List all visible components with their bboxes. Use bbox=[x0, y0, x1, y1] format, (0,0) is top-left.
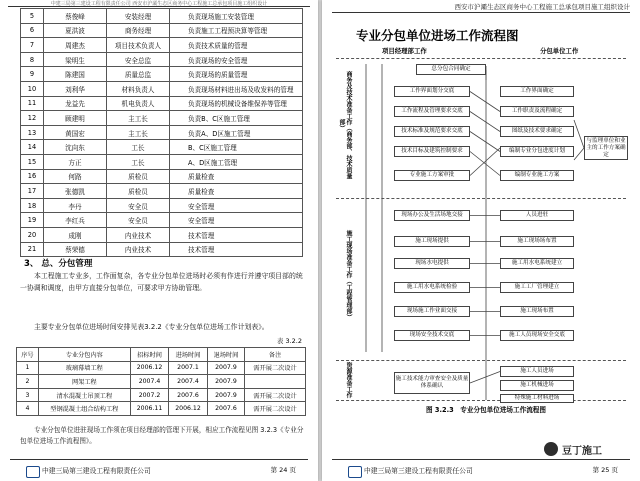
cell-duty: 安全管理 bbox=[170, 198, 303, 213]
table-cell: 序号 bbox=[17, 348, 39, 362]
cell-duty: 负责现场的质量管理 bbox=[170, 67, 303, 82]
table-cell: 需开展二次设计 bbox=[245, 388, 306, 402]
table-cell: 清水混凝土吊顶工程 bbox=[38, 388, 130, 402]
cell-role: 工长 bbox=[107, 154, 170, 169]
table-cell: 2007.4 bbox=[130, 375, 168, 389]
column-label-project: 项目经理部工作 bbox=[382, 47, 427, 55]
table-cell: 2006.12 bbox=[130, 361, 168, 375]
table-row bbox=[21, 169, 303, 184]
flow-box-project: 施工现场提供 bbox=[394, 236, 470, 247]
cell-duty: 负责现场的机械设备维保养等管理 bbox=[170, 96, 303, 111]
cell-no: 17 bbox=[21, 184, 44, 199]
cell-duty: 质量检查 bbox=[170, 184, 303, 199]
watermark-badge bbox=[540, 440, 634, 458]
cell-role: 质检员 bbox=[107, 184, 170, 199]
flow-box-subcontractor: 人员进驻 bbox=[500, 210, 574, 221]
table-cell: 需开展二次设计 bbox=[245, 402, 306, 416]
flow-box-subcontractor: 施工现场布置 bbox=[500, 306, 574, 317]
table-row bbox=[21, 213, 303, 228]
connector-line bbox=[470, 132, 500, 152]
company-logo-icon bbox=[348, 466, 362, 478]
table-cell: 4 bbox=[17, 402, 39, 416]
table-row bbox=[21, 242, 303, 257]
paragraph-2: 主要专业分包单位进场时间安排见表3.2.2《专业分包单位进场工作计划表》。 bbox=[34, 323, 269, 331]
cell-name: 陈建国 bbox=[44, 67, 107, 82]
connector-line bbox=[574, 148, 584, 160]
flow-box-project: 工作界面划分交底 bbox=[394, 86, 470, 97]
cell-role: 主工长 bbox=[107, 125, 170, 140]
cell-no: 18 bbox=[21, 198, 44, 213]
flow-box-side: 与监理单位和业主的工作方案确定 bbox=[584, 136, 628, 160]
cell-duty: 负责现场施工安装管理 bbox=[170, 9, 303, 24]
cell-name: 黄国宏 bbox=[44, 125, 107, 140]
flow-box-subcontractor: 施工工厂管理建立 bbox=[500, 282, 574, 293]
table-cell: 进场时间 bbox=[169, 348, 207, 362]
table-cell: 需开展二次设计 bbox=[245, 361, 306, 375]
table-cell: 备注 bbox=[245, 348, 306, 362]
table-row bbox=[21, 9, 303, 24]
cell-name: 龙益先 bbox=[44, 96, 107, 111]
table-row bbox=[17, 361, 306, 375]
paragraph-1: 本工程施工专业多，工作面复杂，各专业分包单位进场时必须有作进行并遵守项目部的统一协调和调度，由甲方直接分包单位，可要求甲方协助管理。 bbox=[20, 272, 303, 292]
cell-role: 工长 bbox=[107, 140, 170, 155]
flow-box-subcontractor: 施工人员进场 bbox=[500, 366, 574, 377]
flow-box-project: 专业施工方案审批 bbox=[394, 170, 470, 181]
cell-role: 商务经理 bbox=[107, 23, 170, 38]
right-document-page bbox=[322, 0, 640, 481]
cell-duty: 负责A、D区施工管理 bbox=[170, 125, 303, 140]
flow-box-project: 现场水电提供 bbox=[394, 258, 470, 269]
company-logo-icon bbox=[26, 466, 40, 478]
table-cell: 2 bbox=[17, 375, 39, 389]
cell-duty: 负责现场材料进出场及收发料的管理 bbox=[170, 81, 303, 96]
table-cell: 2006.12 bbox=[169, 402, 207, 416]
cell-name: 何路 bbox=[44, 169, 107, 184]
table-row bbox=[17, 375, 306, 389]
cell-role: 材料负责人 bbox=[107, 81, 170, 96]
cell-name: 方正 bbox=[44, 154, 107, 169]
cell-name: 周建杰 bbox=[44, 38, 107, 53]
table-row bbox=[21, 111, 303, 126]
cell-no: 8 bbox=[21, 52, 44, 67]
left-page-header: 中建三局第三建设工程有限责任公司 西安市沪灞生态区商务中心工程施工总承包项目施工组织设计 bbox=[8, 0, 310, 7]
cell-role: 内业技术 bbox=[107, 227, 170, 242]
cell-role: 安装经理 bbox=[107, 9, 170, 24]
cell-name: 梁明生 bbox=[44, 52, 107, 67]
cell-duty: 安全管理 bbox=[170, 213, 303, 228]
cell-no: 15 bbox=[21, 154, 44, 169]
table-cell: 网架工程 bbox=[38, 375, 130, 389]
flow-box-subcontractor: 施工人员现场安全交底 bbox=[500, 330, 574, 341]
cell-name: 张德凯 bbox=[44, 184, 107, 199]
table-row bbox=[17, 348, 306, 362]
cell-name: 顾建明 bbox=[44, 111, 107, 126]
table-row bbox=[21, 52, 303, 67]
table-row bbox=[21, 38, 303, 53]
table-cell: 2007.2 bbox=[130, 388, 168, 402]
flowchart-title: 专业分包单位进场工作流程图 bbox=[356, 28, 519, 43]
cell-duty: B、C区施工管理 bbox=[170, 140, 303, 155]
wechat-icon bbox=[544, 442, 558, 456]
cell-no: 19 bbox=[21, 213, 44, 228]
flow-box-project: 现场办公及生活场地交接 bbox=[394, 210, 470, 221]
cell-name: 蔡荣德 bbox=[44, 242, 107, 257]
cell-name: 成刚 bbox=[44, 227, 107, 242]
table-cell: 2007.9 bbox=[207, 388, 244, 402]
table-row bbox=[17, 388, 306, 402]
table-cell: 2007.4 bbox=[169, 375, 207, 389]
table-cell: 2007.9 bbox=[207, 375, 244, 389]
table-row bbox=[21, 140, 303, 155]
cell-name: 刘利华 bbox=[44, 81, 107, 96]
cell-name: 李红兵 bbox=[44, 213, 107, 228]
cell-role: 质检员 bbox=[107, 169, 170, 184]
table-cell: 玻璃幕墙工程 bbox=[38, 361, 130, 375]
flow-box-project: 工作流程及管理要求交底 bbox=[394, 106, 470, 117]
flow-box-project: 现场安全技术交底 bbox=[394, 330, 470, 341]
footer-company: 中建三局第三建设工程有限责任公司 bbox=[42, 467, 151, 475]
table-row bbox=[21, 96, 303, 111]
table-cell: 2007.1 bbox=[169, 361, 207, 375]
cell-role: 内业技术 bbox=[107, 242, 170, 257]
flow-box-project: 技术标准及规范要求交底 bbox=[394, 126, 470, 137]
cell-no: 6 bbox=[21, 23, 44, 38]
cell-no: 13 bbox=[21, 125, 44, 140]
flow-box-subcontractor: 施工机械进场 bbox=[500, 380, 574, 391]
cell-no: 20 bbox=[21, 227, 44, 242]
flow-box-project: 施工用水电系统检验 bbox=[394, 282, 470, 293]
cell-duty: 负责B、C区施工管理 bbox=[170, 111, 303, 126]
table-row bbox=[21, 198, 303, 213]
phase-label-3: 资源准备工作 bbox=[338, 362, 352, 398]
table-row bbox=[21, 154, 303, 169]
footer-page-number: 第 24 页 bbox=[270, 466, 296, 474]
cell-role: 安全员 bbox=[107, 213, 170, 228]
table-cell: 1 bbox=[17, 361, 39, 375]
flow-box-subcontractor: 编制专业分包进度计划 bbox=[500, 146, 574, 157]
cell-no: 14 bbox=[21, 140, 44, 155]
connector-line bbox=[470, 372, 500, 384]
flow-box-project: 总分包合同确定 bbox=[416, 64, 486, 75]
cell-name: 夏洪波 bbox=[44, 23, 107, 38]
cell-role: 安全员 bbox=[107, 198, 170, 213]
flow-box-subcontractor: 工作职责及流程确定 bbox=[500, 106, 574, 117]
paragraph-3: 专业分包单位进驻现场工作须在项目经理部的管理下开展，相应工作流程见图 3.2.3《专业分包单位进场工作流程图》。 bbox=[20, 426, 304, 445]
table-row bbox=[21, 125, 303, 140]
connector-line bbox=[470, 112, 500, 132]
flow-box-subcontractor: 施工现场场布置 bbox=[500, 236, 574, 247]
cell-name: 蔡俊峰 bbox=[44, 9, 107, 24]
cell-no: 21 bbox=[21, 242, 44, 257]
table-cell: 2006.11 bbox=[130, 402, 168, 416]
table-cell bbox=[245, 375, 306, 389]
table-cell: 2007.6 bbox=[207, 402, 244, 416]
table-row bbox=[21, 67, 303, 82]
section-heading: 3、 总、分包管理 bbox=[24, 259, 93, 269]
left-document-page bbox=[0, 0, 318, 481]
table-row bbox=[21, 184, 303, 199]
cell-no: 12 bbox=[21, 111, 44, 126]
flow-box-subcontractor: 图纸及技术要求确定 bbox=[500, 126, 574, 137]
cell-name: 沈向东 bbox=[44, 140, 107, 155]
footer-company: 中建三局第三建设工程有限责任公司 bbox=[364, 467, 473, 475]
column-label-subcontractor: 分包单位工作 bbox=[540, 47, 579, 55]
connector-line bbox=[470, 92, 500, 112]
cell-duty: 负责施工工程预决算等管理 bbox=[170, 23, 303, 38]
table-cell: 型钢混凝土组合结构工程 bbox=[38, 402, 130, 416]
table-cell: 2007.9 bbox=[207, 361, 244, 375]
cell-no: 10 bbox=[21, 81, 44, 96]
connector-line bbox=[574, 120, 584, 148]
cell-no: 7 bbox=[21, 38, 44, 53]
cell-no: 5 bbox=[21, 9, 44, 24]
watermark-text: 豆丁施工 bbox=[562, 445, 602, 457]
flow-box-subcontractor: 工作界面确定 bbox=[500, 86, 574, 97]
flow-box-project: 现场施工作业面交接 bbox=[394, 306, 470, 317]
flow-box-subcontractor: 编制专业施工方案 bbox=[500, 170, 574, 181]
flow-box-subcontractor: 特殊施工材料进场 bbox=[500, 394, 574, 403]
cell-name: 李丹 bbox=[44, 198, 107, 213]
flow-box-project: 施工技术能力审查安全及质量体系确认 bbox=[394, 372, 470, 394]
table-cell: 退场时间 bbox=[207, 348, 244, 362]
cell-duty: 技术管理 bbox=[170, 242, 303, 257]
cell-no: 16 bbox=[21, 169, 44, 184]
table-caption: 表 3.2.2 bbox=[276, 337, 302, 345]
flow-box-subcontractor: 施工用水电系统建立 bbox=[500, 258, 574, 269]
cell-duty: 负责现场的安全管理 bbox=[170, 52, 303, 67]
table-row bbox=[21, 23, 303, 38]
subcontract-plan-table bbox=[16, 347, 306, 416]
footer-page-number: 第 25 页 bbox=[592, 466, 618, 474]
cell-no: 11 bbox=[21, 96, 44, 111]
table-row bbox=[21, 81, 303, 96]
flow-box-project: 技术目标及建筑控制要求 bbox=[394, 146, 470, 157]
cell-role: 主工长 bbox=[107, 111, 170, 126]
cell-duty: 质量检查 bbox=[170, 169, 303, 184]
table-cell: 专业分包内容 bbox=[38, 348, 130, 362]
cell-duty: A、D区施工管理 bbox=[170, 154, 303, 169]
figure-caption: 图 3.2.3 专业分包单位进场工作流程图 bbox=[426, 406, 546, 414]
left-page-footer bbox=[0, 453, 318, 481]
staff-table bbox=[20, 8, 303, 257]
cell-role: 机电负责人 bbox=[107, 96, 170, 111]
cell-role: 质量总监 bbox=[107, 67, 170, 82]
table-cell: 2007.6 bbox=[169, 388, 207, 402]
table-cell: 招标时间 bbox=[130, 348, 168, 362]
table-cell: 3 bbox=[17, 388, 39, 402]
cell-duty: 负责技术质量的管理 bbox=[170, 38, 303, 53]
right-page-header: 西安市沪灞生态区商务中心工程施工总承包项目施工组织设计 bbox=[454, 3, 630, 11]
connector-line bbox=[470, 148, 500, 176]
cell-duty: 技术管理 bbox=[170, 227, 303, 242]
table-row bbox=[17, 402, 306, 416]
phase-label-2: 施工现场准备工作（工程管理部） bbox=[338, 215, 352, 335]
cell-no: 9 bbox=[21, 67, 44, 82]
phase-label-1: 商务及技术准备工作（商务部、技术质量部） bbox=[338, 71, 352, 179]
cell-role: 项目技术负责人 bbox=[107, 38, 170, 53]
cell-role: 安全总监 bbox=[107, 52, 170, 67]
table-row bbox=[21, 227, 303, 242]
